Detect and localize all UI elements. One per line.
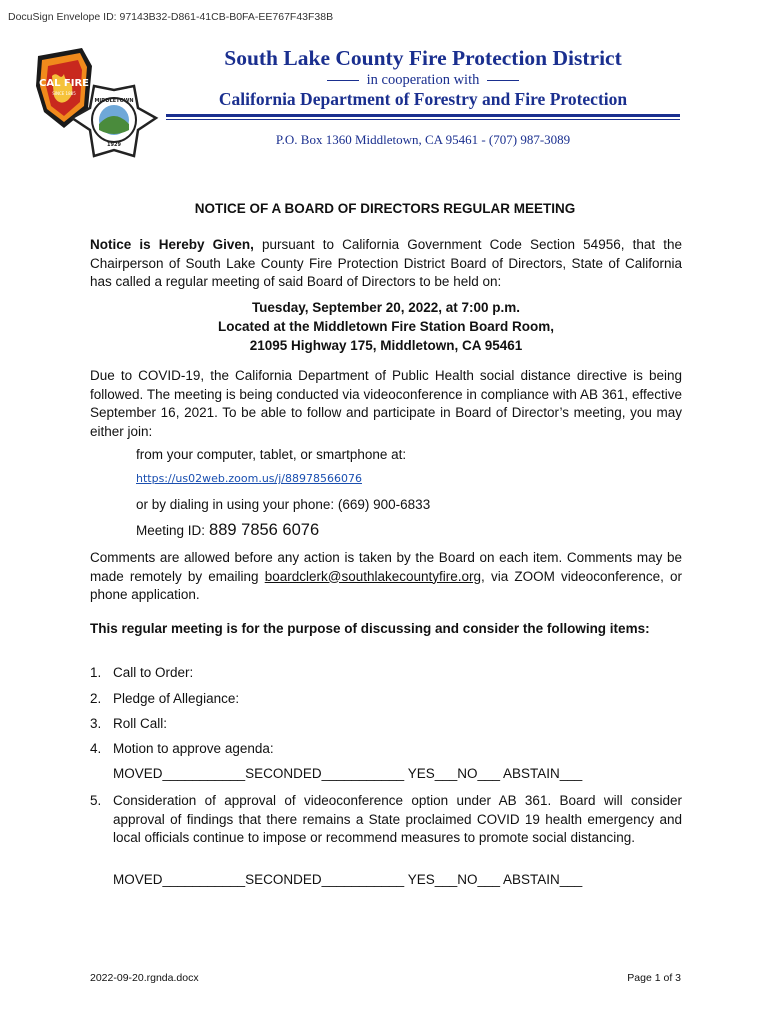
vote-line: MOVED___________SECONDED___________ YES___NO___ ABSTAIN___ bbox=[113, 766, 583, 781]
badge-year-text: 1929 bbox=[107, 142, 121, 148]
item-text: Motion to approve agenda: bbox=[113, 741, 274, 756]
docusign-envelope-id: DocuSign Envelope ID: 97143B32-D861-41CB-B0FA-EE767F43F38B bbox=[8, 11, 334, 23]
item-text: Pledge of Allegiance: bbox=[113, 691, 240, 706]
notice-title: NOTICE OF A BOARD OF DIRECTORS REGULAR MEETING bbox=[194, 201, 576, 216]
intro-text: pursuant to California Government Code Section 54956, that the Chairperson of South Lake County Fire Protection District Board of Directors, State of California has called a regular meeting of said Board of Directors to be held on: bbox=[90, 237, 682, 289]
cooperation-line bbox=[166, 72, 680, 89]
agenda-item bbox=[90, 690, 239, 709]
meeting-id-label: Meeting ID: bbox=[136, 523, 206, 538]
join-computer-text: from your computer, tablet, or smartphone at: bbox=[136, 447, 407, 462]
org-title: South Lake County Fire Protection District bbox=[224, 46, 622, 70]
comments-text-end: , via ZOOM videoconference, or phone application. bbox=[90, 568, 683, 602]
item-text: Consideration of approval of videoconference option under AB 361. Board will consider approval of findings that there remains a State proclaimed COVID 19 health emergency and local officials continue to impose or recommend measures to promote social distancing. bbox=[113, 793, 682, 845]
header-rule-thick bbox=[166, 114, 680, 117]
item-text: Roll Call: bbox=[113, 716, 168, 731]
intro-paragraph bbox=[90, 236, 682, 292]
item-number: 3. bbox=[90, 716, 102, 731]
left-dash bbox=[327, 80, 359, 81]
board-clerk-email-link[interactable]: boardclerk@southlakecountyfire.org bbox=[264, 568, 482, 584]
meeting-id-value: 889 7856 6076 bbox=[209, 521, 320, 539]
comments-paragraph bbox=[90, 549, 682, 605]
item-number: 5. bbox=[90, 793, 102, 808]
calfire-logo-subtext: SINCE 1885 bbox=[52, 91, 76, 96]
agenda-item bbox=[90, 715, 167, 734]
covid-paragraph: Due to COVID-19, the California Department of Public Health social distance directive is being followed. The meeting is being conducted via videoconference in compliance with AB 361, effective September 16, 2021. To be able to follow and participate in Board of Director’s meeting, you may either join: bbox=[90, 368, 682, 439]
logos bbox=[30, 46, 162, 168]
district-address: P.O. Box 1360 Middletown, CA 95461 - (707) 987-3089 bbox=[275, 132, 571, 147]
agenda-item bbox=[90, 792, 682, 848]
item-number: 2. bbox=[90, 691, 102, 706]
comments-text: Comments are allowed before any action is taken by the Board on each item. Comments may be made remotely by emailing bbox=[90, 550, 682, 584]
intro-bold: Notice is Hereby Given, bbox=[90, 237, 254, 252]
meeting-location: Located at the Middletown Fire Station Board Room, bbox=[217, 319, 554, 334]
badge-top-text: MIDDLETOWN bbox=[94, 98, 134, 104]
zoom-link[interactable]: https://us02web.zoom.us/j/88978566076 bbox=[136, 472, 362, 485]
vote-line: MOVED___________SECONDED___________ YES___NO___ ABSTAIN___ bbox=[113, 872, 583, 887]
right-dash bbox=[487, 80, 519, 81]
items-heading: This regular meeting is for the purpose of discussing and consider the following items: bbox=[90, 621, 650, 636]
department-title: California Department of Forestry and Fire Protection bbox=[218, 89, 628, 109]
item-text: Call to Order: bbox=[113, 665, 194, 680]
meeting-date: Tuesday, September 20, 2022, at 7:00 p.m. bbox=[251, 300, 521, 315]
agenda-item bbox=[90, 740, 274, 759]
footer-page-number: Page 1 of 3 bbox=[627, 972, 681, 984]
item-number: 1. bbox=[90, 665, 102, 680]
cooperation-text: in cooperation with bbox=[366, 72, 480, 88]
meeting-address: 21095 Highway 175, Middletown, CA 95461 bbox=[249, 338, 523, 353]
item-number: 4. bbox=[90, 741, 102, 756]
agenda-item bbox=[90, 664, 193, 683]
calfire-logo-text: CAL FIRE bbox=[38, 78, 90, 89]
meeting-id bbox=[136, 521, 319, 540]
header-rule-thin bbox=[166, 119, 680, 120]
footer-filename: 2022-09-20.rgnda.docx bbox=[90, 972, 199, 984]
join-phone-text: or by dialing in using your phone: (669) 900-6833 bbox=[136, 497, 431, 512]
